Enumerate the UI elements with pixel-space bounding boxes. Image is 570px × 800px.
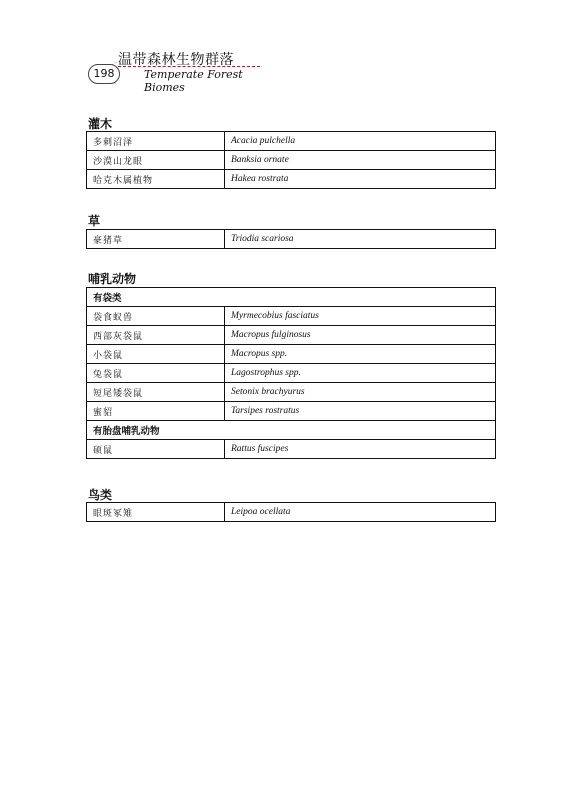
scientific-name: Setonix brachyurus bbox=[225, 383, 496, 402]
grass-table bbox=[86, 229, 496, 249]
scientific-name: Triodia scariosa bbox=[225, 230, 496, 249]
group-label-marsupials: 有袋类 bbox=[87, 288, 496, 307]
book-title: 温带森林生物群落 bbox=[118, 52, 234, 68]
scientific-name: Macropus spp. bbox=[225, 345, 496, 364]
scientific-name: Macropus fulginosus bbox=[225, 326, 496, 345]
scientific-name: Banksia ornate bbox=[225, 151, 496, 170]
table-row bbox=[87, 402, 496, 421]
table-row bbox=[87, 170, 496, 189]
table-row bbox=[87, 364, 496, 383]
scientific-name: Lagostrophus spp. bbox=[225, 364, 496, 383]
scientific-name: Hakea rostrata bbox=[225, 170, 496, 189]
running-header bbox=[88, 48, 268, 94]
header-divider bbox=[118, 66, 260, 67]
mammals-table bbox=[86, 287, 496, 459]
table-row bbox=[87, 151, 496, 170]
scientific-name: Acacia pulchella bbox=[225, 132, 496, 151]
table-row bbox=[87, 326, 496, 345]
page-number: 198 bbox=[88, 64, 120, 84]
table-row bbox=[87, 503, 496, 522]
table-group-row bbox=[87, 288, 496, 307]
table-row bbox=[87, 345, 496, 364]
section-title-birds: 鸟类 bbox=[88, 488, 113, 502]
common-name: 西部灰袋鼠 bbox=[87, 326, 225, 345]
common-name: 豪猪草 bbox=[87, 230, 225, 249]
group-label-placentals: 有胎盘哺乳动物 bbox=[87, 421, 496, 440]
scientific-name: Leipoa ocellata bbox=[225, 503, 496, 522]
table-row bbox=[87, 383, 496, 402]
common-name: 兔袋鼠 bbox=[87, 364, 225, 383]
section-title-shrubs: 灌木 bbox=[88, 117, 113, 131]
section-title-grass: 草 bbox=[88, 214, 101, 228]
table-group-row bbox=[87, 421, 496, 440]
common-name: 蜜貂 bbox=[87, 402, 225, 421]
book-subtitle: Temperate Forest Biomes bbox=[144, 68, 243, 94]
common-name: 短尾矮袋鼠 bbox=[87, 383, 225, 402]
table-row bbox=[87, 307, 496, 326]
common-name: 袋食蚁兽 bbox=[87, 307, 225, 326]
section-title-mammals: 哺乳动物 bbox=[88, 272, 137, 286]
birds-table bbox=[86, 502, 496, 522]
common-name: 硕鼠 bbox=[87, 440, 225, 459]
common-name: 多刺沼泽 bbox=[87, 132, 225, 151]
common-name: 眼斑冢雉 bbox=[87, 503, 225, 522]
table-row bbox=[87, 230, 496, 249]
scientific-name: Rattus fuscipes bbox=[225, 440, 496, 459]
scientific-name: Myrmecobius fasciatus bbox=[225, 307, 496, 326]
common-name: 小袋鼠 bbox=[87, 345, 225, 364]
common-name: 哈克木属植物 bbox=[87, 170, 225, 189]
shrubs-table bbox=[86, 131, 496, 189]
table-row bbox=[87, 132, 496, 151]
table-row bbox=[87, 440, 496, 459]
common-name: 沙漠山龙眼 bbox=[87, 151, 225, 170]
scientific-name: Tarsipes rostratus bbox=[225, 402, 496, 421]
